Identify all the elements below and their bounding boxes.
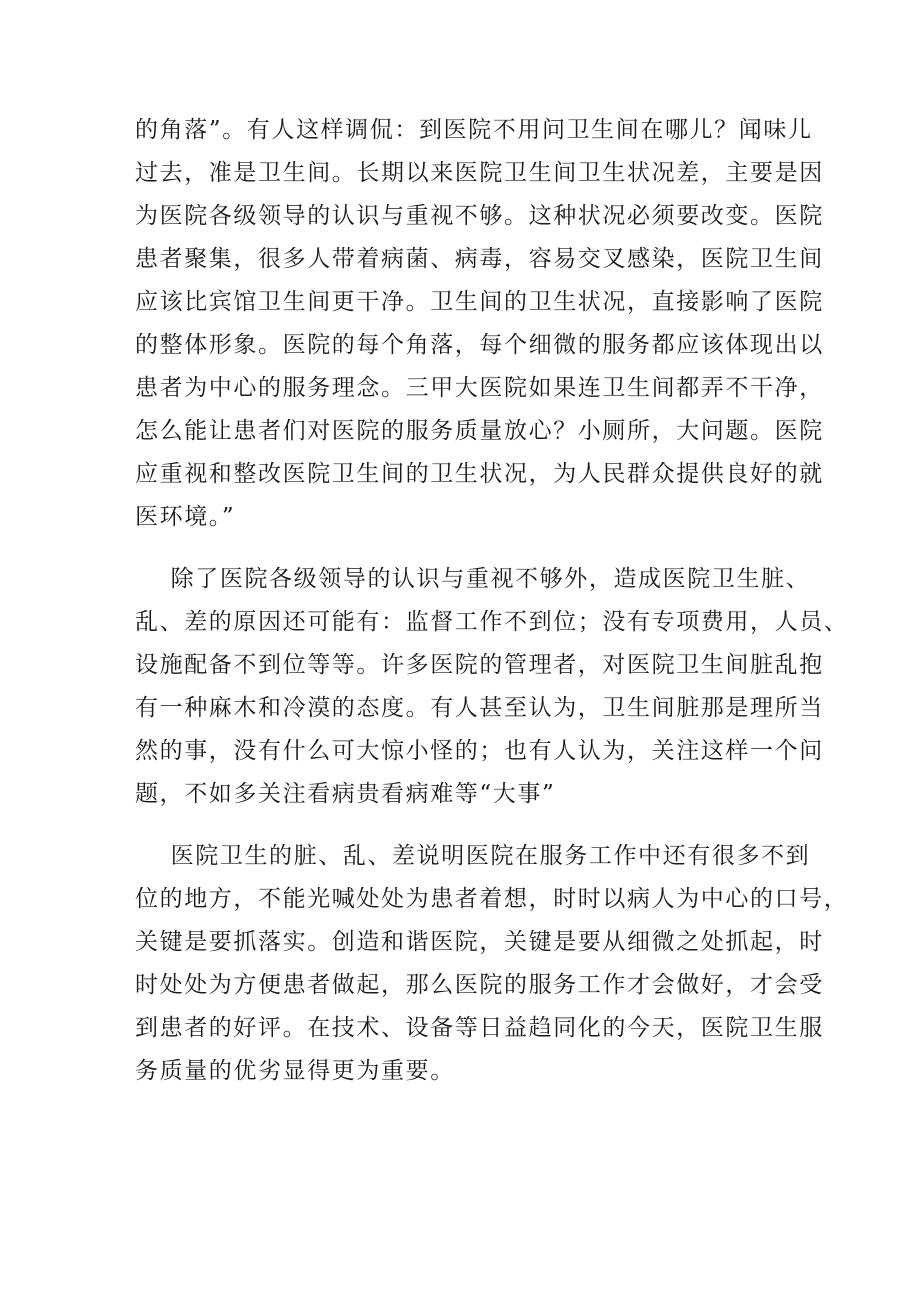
text-line: 乱、差的原因还可能有：监督工作不到位；没有专项费用，人员、 xyxy=(135,609,849,635)
text-line: 题，不如多关注看病贵看病难等“大事” xyxy=(135,781,556,807)
text-line: 医环境。” xyxy=(135,504,236,530)
text-line: 时处处为方便患者做起，那么医院的服务工作才会做好，才会受 xyxy=(135,972,824,998)
text-line: 关键是要抓落实。创造和谐医院，关键是要从细微之处抓起，时 xyxy=(135,929,824,955)
paragraph-spacer xyxy=(135,539,795,558)
text-line: 过去，准是卫生间。长期以来医院卫生间卫生状况差，主要是因 xyxy=(135,160,824,186)
text-line: 除了医院各级领导的认识与重视不够外，造成医院卫生脏、 xyxy=(135,566,811,592)
text-line: 然的事，没有什么可大惊小怪的；也有人认为，关注这样一个问 xyxy=(135,738,824,764)
text-line: 医院卫生的脏、乱、差说明医院在服务工作中还有很多不到 xyxy=(135,843,811,869)
paragraph-3 xyxy=(135,835,849,1093)
text-line: 应重视和整改医院卫生间的卫生状况，为人民群众提供良好的就 xyxy=(135,461,824,487)
text-line: 的整体形象。医院的每个角落，每个细微的服务都应该体现出以 xyxy=(135,332,824,358)
text-line: 的角落”。有人这样调侃：到医院不用问卫生间在哪儿？闻味儿 xyxy=(135,117,813,143)
text-line: 到患者的好评。在技术、设备等日益趋同化的今天，医院卫生服 xyxy=(135,1015,824,1041)
text-line: 位的地方，不能光喊处处为患者着想，时时以病人为中心的口号， xyxy=(135,886,849,912)
document-body xyxy=(135,109,849,1093)
paragraph-spacer xyxy=(135,816,795,835)
text-line: 为医院各级领导的认识与重视不够。这种状况必须要改变。医院 xyxy=(135,203,824,229)
text-line: 患者为中心的服务理念。三甲大医院如果连卫生间都弄不干净， xyxy=(135,375,824,401)
text-line: 患者聚集，很多人带着病菌、病毒，容易交叉感染，医院卫生间 xyxy=(135,246,824,272)
text-line: 应该比宾馆卫生间更干净。卫生间的卫生状况，直接影响了医院 xyxy=(135,289,824,315)
text-line: 设施配备不到位等等。许多医院的管理者，对医院卫生间脏乱抱 xyxy=(135,652,824,678)
text-line: 务质量的优劣显得更为重要。 xyxy=(135,1058,455,1084)
paragraph-2 xyxy=(135,558,849,816)
paragraph-1 xyxy=(135,109,824,539)
text-line: 怎么能让患者们对医院的服务质量放心？小厕所，大问题。医院 xyxy=(135,418,824,444)
text-line: 有一种麻木和冷漠的态度。有人甚至认为，卫生间脏那是理所当 xyxy=(135,695,824,721)
